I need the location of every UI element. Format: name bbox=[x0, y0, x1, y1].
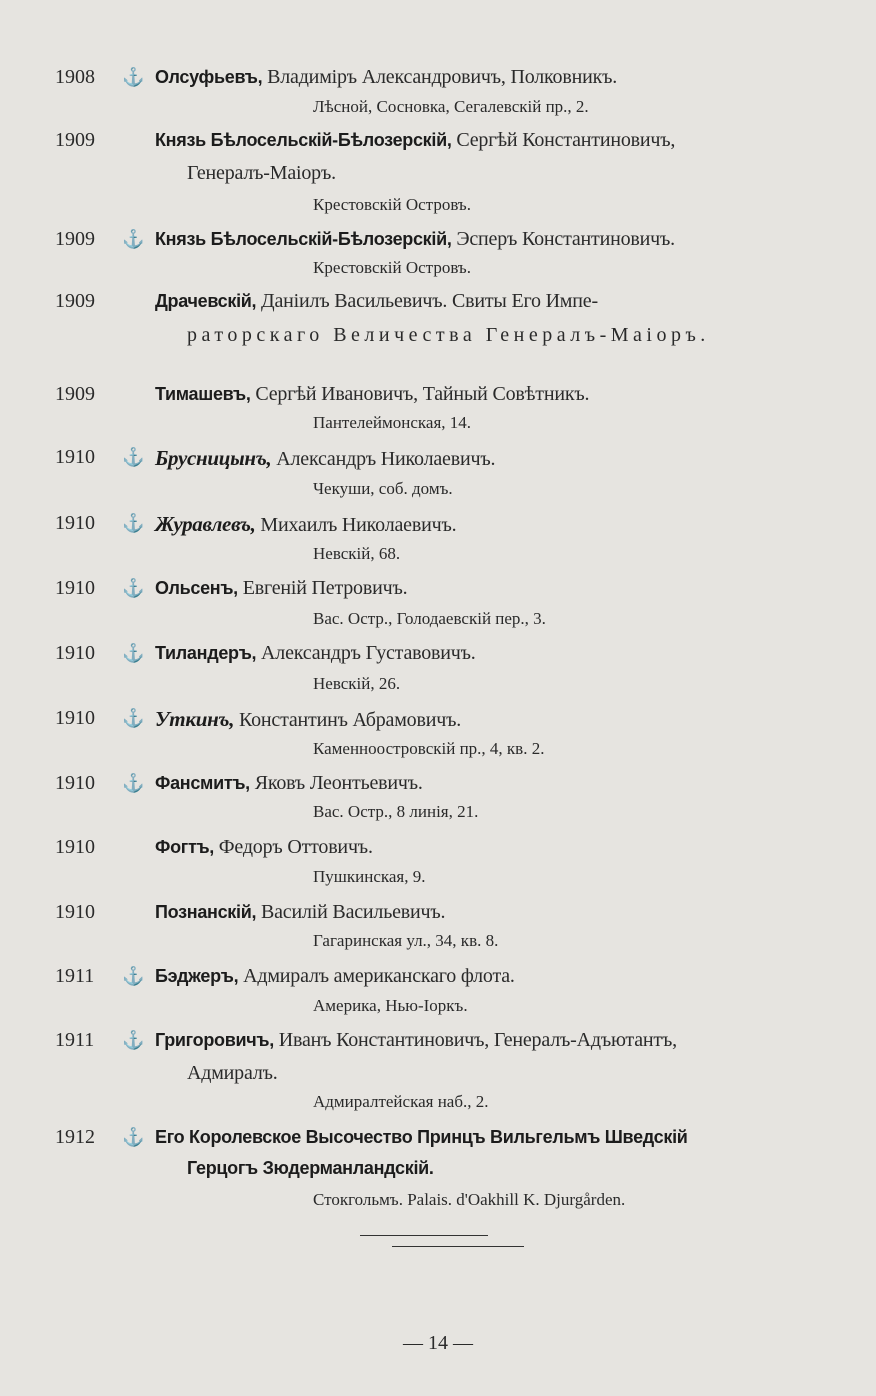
entry-name: Князь Бѣлосельскій-Бѣлозерскій, bbox=[155, 130, 452, 150]
anchor-icon: ⚓ bbox=[122, 1127, 145, 1147]
entry-address: Пантелеймонская, 14. bbox=[313, 413, 472, 432]
entry-name: Григоровичъ, bbox=[155, 1030, 274, 1050]
entry-name: Драчевскій, bbox=[155, 291, 257, 311]
entry-line bbox=[155, 965, 515, 988]
entry-line bbox=[155, 1029, 677, 1052]
entry-year: 1908 bbox=[55, 66, 95, 88]
entry-address: Невскій, 68. bbox=[313, 544, 401, 563]
entry-line bbox=[155, 772, 423, 795]
anchor-icon: ⚓ bbox=[122, 708, 145, 728]
entry-name: Фансмитъ, bbox=[155, 773, 250, 793]
entry-name: Журавлевъ, bbox=[155, 512, 256, 536]
entry-details: Иванъ Константиновичъ, Генералъ-Адъютантъ, bbox=[273, 1029, 677, 1051]
entry-line bbox=[155, 290, 598, 313]
entry-address: Крестовскій Островъ. bbox=[313, 258, 471, 277]
entry-line bbox=[155, 446, 495, 471]
entry-details: Яковъ Леонтьевичъ. bbox=[249, 772, 423, 794]
entry-line bbox=[155, 228, 675, 251]
anchor-icon: ⚓ bbox=[122, 229, 145, 249]
entry-details: Владиміръ Александровичъ, Полковникъ. bbox=[262, 66, 618, 88]
entry-address: Невскій, 26. bbox=[313, 674, 401, 693]
entry-address: Стокгольмъ. Palais. d'Oakhill K. Djurgården. bbox=[313, 1190, 626, 1209]
anchor-icon: ⚓ bbox=[122, 578, 145, 598]
anchor-icon: ⚓ bbox=[122, 966, 145, 986]
anchor-icon: ⚓ bbox=[122, 773, 145, 793]
entry-continuation: Герцогъ Зюдерманландскій. bbox=[187, 1158, 434, 1178]
entry-year: 1911 bbox=[55, 965, 95, 987]
entry-details: Эсперъ Константиновичъ. bbox=[451, 228, 675, 250]
entry-address: Гагаринская ул., 34, кв. 8. bbox=[313, 931, 499, 950]
entry-address: Чекуши, соб. домъ. bbox=[313, 479, 453, 498]
entry-year: 1909 bbox=[55, 129, 95, 151]
entry-name: Его Королевское Высочество Принцъ Вильгельмъ Шведскій bbox=[155, 1127, 688, 1147]
entry-year: 1909 bbox=[55, 290, 95, 312]
entry-year: 1911 bbox=[55, 1029, 95, 1051]
anchor-icon: ⚓ bbox=[122, 447, 145, 467]
entry-details: Александръ Николаевичъ. bbox=[271, 448, 496, 470]
entry-name: Бэджеръ, bbox=[155, 966, 239, 986]
entry-line bbox=[155, 383, 589, 406]
entry-year: 1910 bbox=[55, 836, 95, 858]
entry-line bbox=[155, 577, 407, 600]
divider-rule bbox=[360, 1235, 488, 1236]
divider-rule bbox=[392, 1246, 524, 1247]
entry-details: Константинъ Абрамовичъ. bbox=[234, 709, 462, 731]
entry-continuation: Адмиралъ. bbox=[187, 1062, 278, 1084]
entry-name: Олсуфьевъ, bbox=[155, 67, 263, 87]
entry-year: 1910 bbox=[55, 512, 95, 534]
entry-year: 1912 bbox=[55, 1126, 95, 1148]
entry-line bbox=[155, 1126, 688, 1149]
entry-name: Познанскій, bbox=[155, 902, 257, 922]
entry-line bbox=[155, 707, 461, 732]
entry-name: Тимашевъ, bbox=[155, 384, 251, 404]
entry-details: Сергѣй Константиновичъ, bbox=[451, 129, 676, 151]
entry-continuation: Генералъ-Маіоръ. bbox=[187, 162, 336, 184]
entry-details: Михаилъ Николаевичъ. bbox=[255, 514, 457, 536]
entry-details: Даніилъ Васильевичъ. Свиты Его Импе- bbox=[256, 290, 598, 312]
entry-year: 1910 bbox=[55, 901, 95, 923]
entry-address: Вас. Остр., Голодаевскій пер., 3. bbox=[313, 609, 546, 628]
entry-details: Евгеній Петровичъ. bbox=[237, 577, 408, 599]
anchor-icon: ⚓ bbox=[122, 513, 145, 533]
entry-address: Каменноостровскій пр., 4, кв. 2. bbox=[313, 739, 545, 758]
entry-year: 1910 bbox=[55, 642, 95, 664]
anchor-icon: ⚓ bbox=[122, 67, 145, 87]
entry-line bbox=[155, 642, 476, 665]
entry-year: 1909 bbox=[55, 228, 95, 250]
entry-details: Адмиралъ американскаго флота. bbox=[238, 965, 515, 987]
entry-line bbox=[155, 512, 456, 537]
entry-year: 1910 bbox=[55, 707, 95, 729]
entry-year: 1910 bbox=[55, 577, 95, 599]
anchor-icon: ⚓ bbox=[122, 1030, 145, 1050]
entry-details: Василій Васильевичъ. bbox=[256, 901, 446, 923]
anchor-icon: ⚓ bbox=[122, 643, 145, 663]
entry-details: Сергѣй Ивановичъ, Тайный Совѣтникъ. bbox=[250, 383, 590, 405]
entry-line bbox=[155, 901, 445, 924]
entry-name: Уткинъ, bbox=[155, 707, 235, 731]
entry-address: Адмиралтейская наб., 2. bbox=[313, 1092, 489, 1111]
entry-name: Князь Бѣлосельскій-Бѣлозерскій, bbox=[155, 229, 452, 249]
entry-year: 1910 bbox=[55, 772, 95, 794]
entry-address: Пушкинская, 9. bbox=[313, 867, 426, 886]
entry-name: Тиландеръ, bbox=[155, 643, 257, 663]
entry-address: Лѣсной, Сосновка, Сегалевскій пр., 2. bbox=[313, 97, 589, 116]
entry-year: 1910 bbox=[55, 446, 95, 468]
entry-line bbox=[155, 66, 617, 89]
entry-line bbox=[155, 836, 373, 859]
entry-name: Фогтъ, bbox=[155, 837, 214, 857]
entry-details: Александръ Густавовичъ. bbox=[256, 642, 476, 664]
entry-address: Вас. Остр., 8 линія, 21. bbox=[313, 802, 479, 821]
page-number: — 14 — bbox=[403, 1332, 473, 1354]
entry-year: 1909 bbox=[55, 383, 95, 405]
entry-address: Америка, Нью-Іоркъ. bbox=[313, 996, 468, 1015]
entry-address: Крестовскій Островъ. bbox=[313, 195, 471, 214]
entry-continuation: раторскаго Величества Генералъ-Маіоръ. bbox=[187, 324, 710, 346]
entry-name: Брусницынъ, bbox=[155, 446, 272, 470]
entry-name: Ольсенъ, bbox=[155, 578, 238, 598]
entry-details: Федоръ Оттовичъ. bbox=[214, 836, 373, 858]
entry-line bbox=[155, 129, 675, 152]
